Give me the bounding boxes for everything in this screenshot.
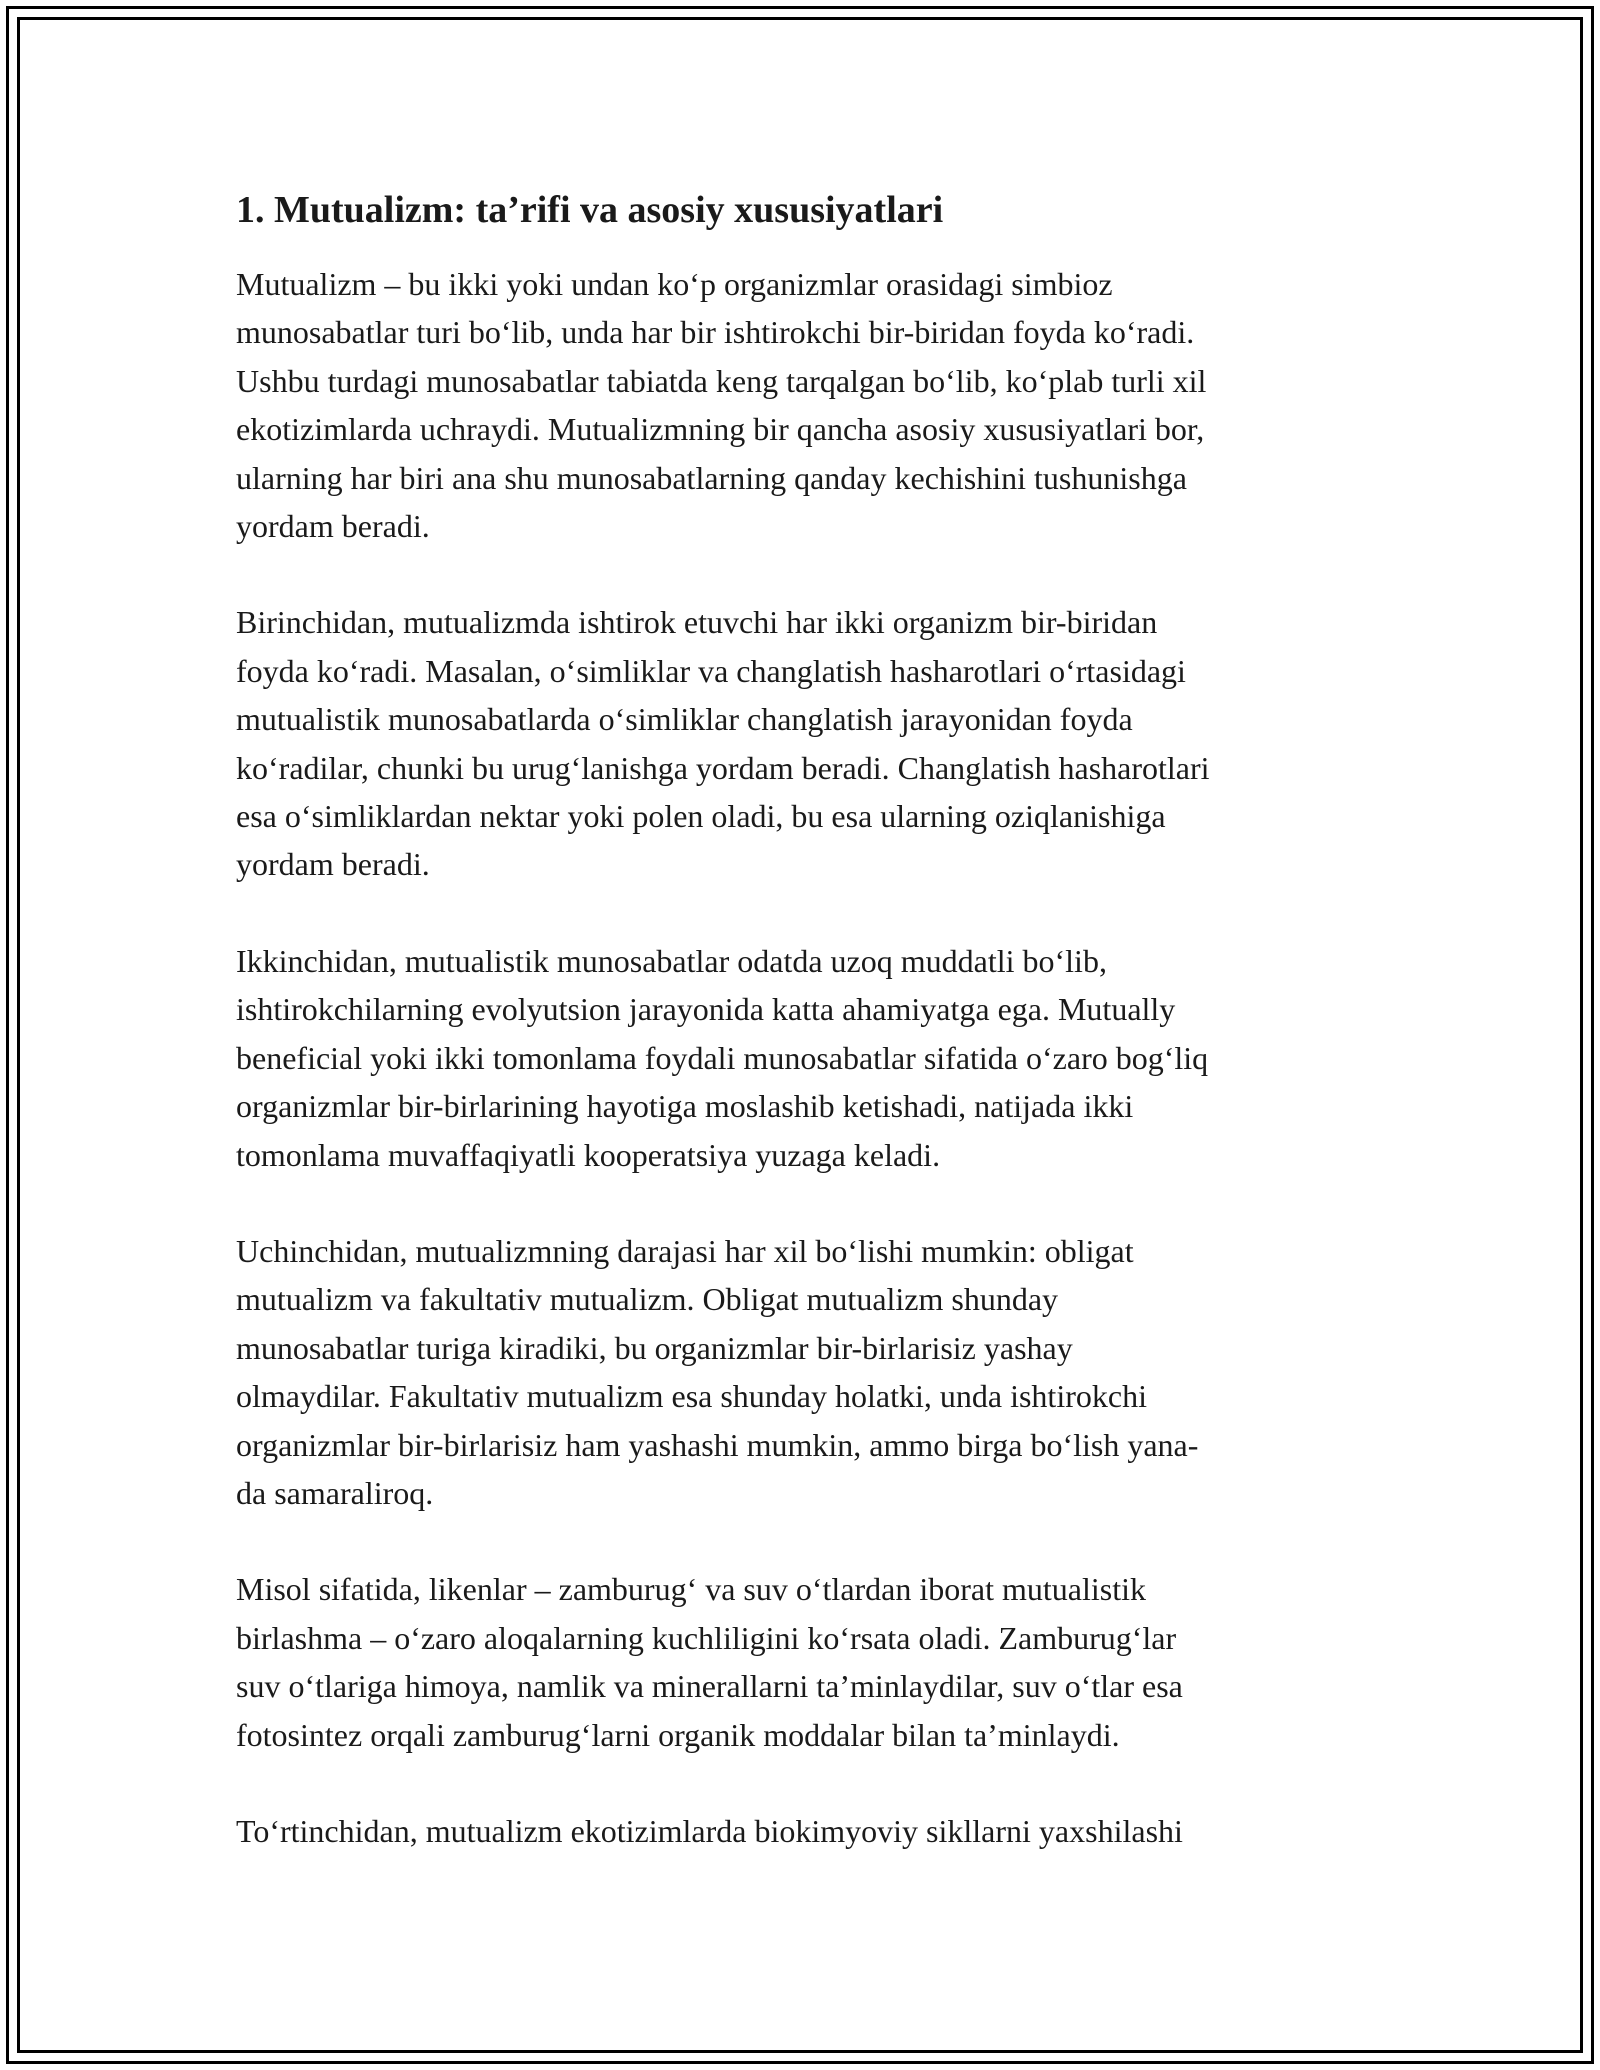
text-line: mutualistik munosabatlarda oʻsimliklar changlatish jarayonidan foyda xyxy=(236,701,1133,738)
text-line: ularning har biri ana shu munosabatlarning qanday kechishini tushunishga xyxy=(236,459,1187,496)
paragraph-fourth-point xyxy=(236,1807,1376,1855)
section-heading: 1. Mutualizm: ta’rifi va asosiy xususiyatlari xyxy=(236,189,944,231)
text-line: munosabatlar turiga kiradiki, bu organizmlar bir-birlarisiz yashay xyxy=(236,1329,1073,1366)
text-line: organizmlar bir-birlarisiz ham yashashi mumkin, ammo birga boʻlish yana- xyxy=(236,1426,1199,1463)
text-line: Birinchidan, mutualizmda ishtirok etuvchi har ikki organizm bir-biridan xyxy=(236,604,1158,641)
text-line: Misol sifatida, likenlar – zamburugʻ va suv oʻtlardan iborat mutualistik xyxy=(236,1571,1147,1608)
text-line: Ushbu turdagi munosabatlar tabiatda keng tarqalgan boʻlib, koʻplab turli xil xyxy=(236,362,1207,399)
text-line: Toʻrtinchidan, mutualizm ekotizimlarda biokimyoviy sikllarni yaxshilashi xyxy=(236,1812,1183,1849)
paragraph-second-point xyxy=(236,937,1376,1179)
text-line: ekotizimlarda uchraydi. Mutualizmning bir qancha asosiy xususiyatlari bor, xyxy=(236,411,1205,448)
paragraph-first-point xyxy=(236,598,1376,888)
text-line: Ikkinchidan, mutualistik munosabatlar odatda uzoq muddatli boʻlib, xyxy=(236,942,1107,979)
paragraph-example xyxy=(236,1565,1376,1759)
text-line: organizmlar bir-birlarining hayotiga moslashib ketishadi, natijada ikki xyxy=(236,1088,1134,1125)
text-line: beneficial yoki ikki tomonlama foydali munosabatlar sifatida oʻzaro bogʻliq xyxy=(236,1039,1209,1076)
text-line: Mutualizm – bu ikki yoki undan koʻp organizmlar orasidagi simbioz xyxy=(236,266,1113,302)
text-line: olmaydilar. Fakultativ mutualizm esa shunday holatki, unda ishtirokchi xyxy=(236,1378,1147,1415)
text-line: esa oʻsimliklardan nektar yoki polen oladi, bu esa ularning oziqlanishiga xyxy=(236,798,1166,835)
paragraph-third-point xyxy=(236,1227,1376,1517)
document-body xyxy=(236,186,1376,1903)
text-line: tomonlama muvaffaqiyatli kooperatsiya yuzaga keladi. xyxy=(236,1136,941,1173)
text-line: da samaraliroq. xyxy=(236,1474,434,1511)
text-line: suv oʻtlariga himoya, namlik va minerallarni ta’minlaydilar, suv oʻtlar esa xyxy=(236,1668,1183,1705)
text-line: Uchinchidan, mutualizmning darajasi har xil boʻlishi mumkin: obligat xyxy=(236,1232,1134,1269)
text-line: munosabatlar turi boʻlib, unda har bir ishtirokchi bir-biridan foyda koʻradi. xyxy=(236,314,1195,351)
text-line: ishtirokchilarning evolyutsion jarayonida katta ahamiyatga ega. Mutually xyxy=(236,991,1176,1028)
paragraph-definition xyxy=(236,260,1376,550)
text-line: fotosintez orqali zamburugʻlarni organik moddalar bilan ta’minlaydi. xyxy=(236,1716,1120,1753)
text-line: yordam beradi. xyxy=(236,846,430,883)
text-line: mutualizm va fakultativ mutualizm. Obligat mutualizm shunday xyxy=(236,1281,1059,1318)
text-line: foyda koʻradi. Masalan, oʻsimliklar va changlatish hasharotlari oʻrtasidagi xyxy=(236,652,1186,689)
text-line: koʻradilar, chunki bu urugʻlanishga yordam beradi. Changlatish hasharotlari xyxy=(236,749,1210,786)
text-line: yordam beradi. xyxy=(236,508,430,545)
text-line: birlashma – oʻzaro aloqalarning kuchliligini koʻrsata oladi. Zamburugʻlar xyxy=(236,1619,1177,1656)
